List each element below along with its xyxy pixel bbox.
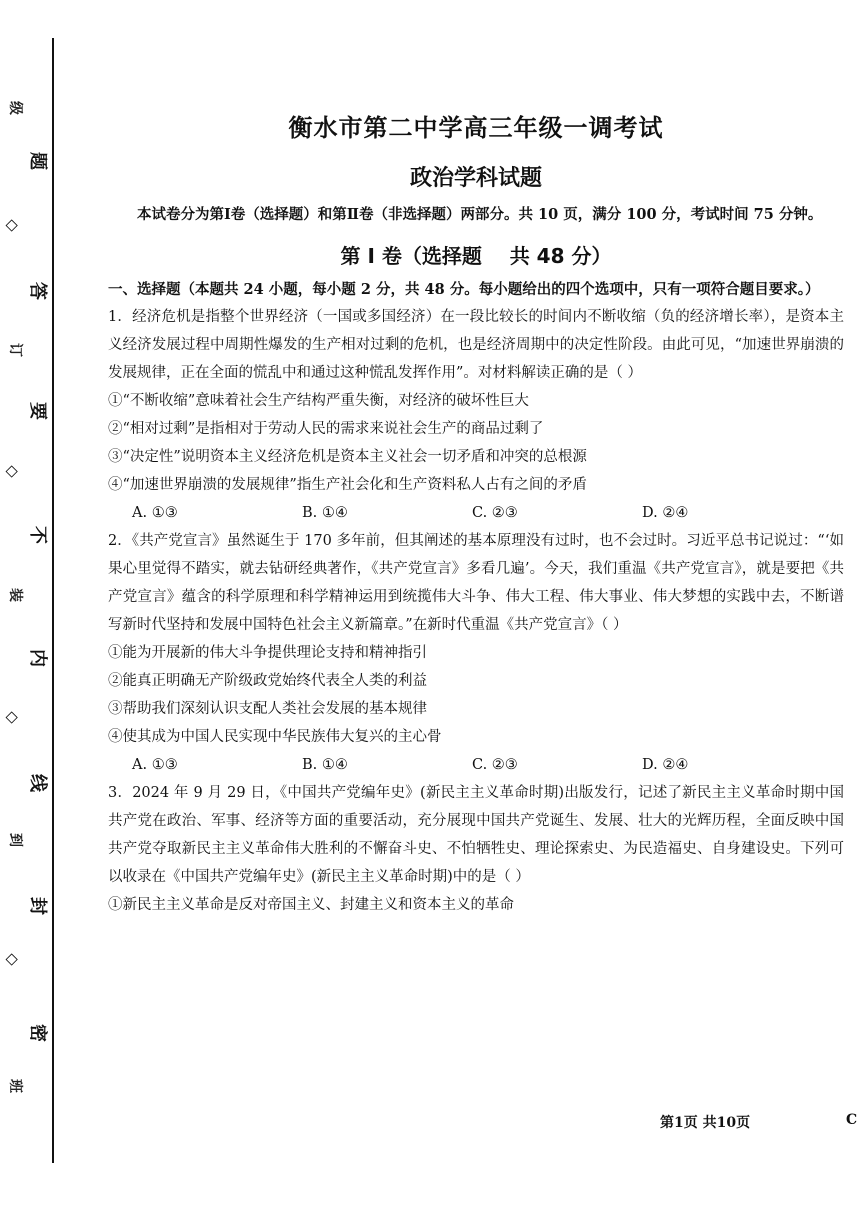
- option-a: A. ①③: [132, 505, 178, 521]
- question-2: [108, 527, 844, 779]
- corner-mark: C: [846, 1112, 858, 1128]
- margin-char-arrive: 到: [7, 833, 23, 847]
- section-instructions: 一、选择题（本题共 24 小题，每小题 2 分，共 48 分。每小题给出的四个选项中，只有一项符合题目要求。）: [108, 281, 820, 298]
- question-stem: 3．2024 年 9 月 29 日，《中国共产党编年史》(新民主主义革命时期)出版发行，记述了新民主主义革命时期中国共产党在政治、军事、经济等方面的重要活动，充分展现中国共产党诞生、发展、壮大的光辉历程，全面反映中国共产党夺取新民主主义革命伟大胜利的不懈奋斗史、不怕牺牲史、理论探索史、为民造福史、自身建设史。下列可以收录在《中国共产党编年史》(新民主主义革命时期)中的是（ ）: [108, 785, 844, 885]
- option-d: D. ②④: [642, 505, 689, 521]
- diamond-icon: ◇: [3, 219, 23, 232]
- option-b: B. ①④: [302, 757, 348, 773]
- question-statement: ④使其成为中国人民实现中华民族伟大复兴的主心骨: [108, 729, 442, 745]
- exam-title: 衡水市第二中学高三年级一调考试: [288, 113, 664, 142]
- question-stem: 1．经济危机是指整个世界经济（一国或多国经济）在一段比较长的时间内不断收缩（负的经济增长率），是资本主义经济发展过程中周期性爆发的生产相对过剩的危机，也是经济周期中的决定性阶段。由此可见，“加速世界崩溃的发展规律，正在全面的慌乱中和通过这种慌乱发挥作用”。对材料解读正确的是（ ）: [108, 309, 844, 381]
- question-statement: ①“不断收缩”意味着社会生产结构严重失衡，对经济的破坏性巨大: [108, 393, 529, 409]
- answer-options: [108, 751, 844, 779]
- option-c: C. ②③: [472, 505, 518, 521]
- exam-subtitle: 政治学科试题: [409, 165, 542, 191]
- question-statement: ③帮助我们深刻认识支配人类社会发展的基本规律: [108, 701, 427, 717]
- binding-margin: [0, 0, 70, 1215]
- diamond-icon: ◇: [3, 711, 23, 724]
- option-c: C. ②③: [472, 757, 518, 773]
- exam-content: [108, 108, 844, 919]
- seal-char-da: 答: [27, 282, 48, 300]
- question-statement: ①新民主主义革命是反对帝国主义、封建主义和资本主义的革命: [108, 897, 514, 913]
- question-statement: ②能真正明确无产阶级政党始终代表全人类的利益: [108, 673, 427, 689]
- question-1: [108, 303, 844, 527]
- margin-char-team: 班: [7, 1079, 23, 1093]
- question-statement: ①能为开展新的伟大斗争提供理论支持和精神指引: [108, 645, 427, 661]
- seal-char-yao: 要: [27, 402, 48, 420]
- question-statement: ④“加速世界崩溃的发展规律”指生产社会化和生产资料私人占有之间的矛盾: [108, 477, 587, 493]
- question-stem: 2．《共产党宣言》虽然诞生于 170 多年前，但其阐述的基本原理没有过时，也不会过时。习近平总书记说过：“‘如果心里觉得不踏实，就去钻研经典著作，《共产党宣言》多看几遍’。今天，我们重温《共产党宣言》，就是要把《共产党宣言》蕴含的科学原理和科学精神运用到统揽伟大斗争、伟大工程、伟大事业、伟大梦想的实践中去，不断谱写新时代坚持和发展中国特色社会主义新篇章。”在新时代重温《共产党宣言》（ ）: [108, 533, 844, 633]
- part-title: 第 Ⅰ 卷（选择题 共 48 分）: [340, 244, 612, 268]
- margin-char-bind: 装: [7, 588, 23, 602]
- exam-intro: 本试卷分为第Ⅰ卷（选择题）和第Ⅱ卷（非选择题）两部分。共 10 页，满分 100 分，考试时间 75 分钟。: [137, 206, 823, 223]
- seal-char-xian: 线: [27, 774, 48, 792]
- seal-char-ti: 题: [27, 152, 48, 170]
- seal-char-bu: 不: [27, 526, 48, 544]
- question-3: [108, 779, 844, 919]
- answer-options: [108, 499, 844, 527]
- seal-char-mi: 密: [27, 1024, 48, 1042]
- seal-char-nei: 内: [27, 649, 48, 667]
- question-statement: ③“决定性”说明资本主义经济危机是资本主义社会一切矛盾和冲突的总根源: [108, 449, 587, 465]
- diamond-icon: ◇: [3, 953, 23, 966]
- seal-char-feng: 封: [27, 897, 48, 915]
- option-a: A. ①③: [132, 757, 178, 773]
- question-statement: ②“相对过剩”是指相对于劳动人民的需求来说社会生产的商品过剩了: [108, 421, 544, 437]
- margin-char-class: 级: [7, 101, 23, 115]
- margin-char-order: 订: [7, 343, 23, 357]
- page-number: 第1页 共10页: [660, 1115, 751, 1131]
- option-d: D. ②④: [642, 757, 689, 773]
- binding-line: [52, 38, 54, 1163]
- option-b: B. ①④: [302, 505, 348, 521]
- diamond-icon: ◇: [3, 465, 23, 478]
